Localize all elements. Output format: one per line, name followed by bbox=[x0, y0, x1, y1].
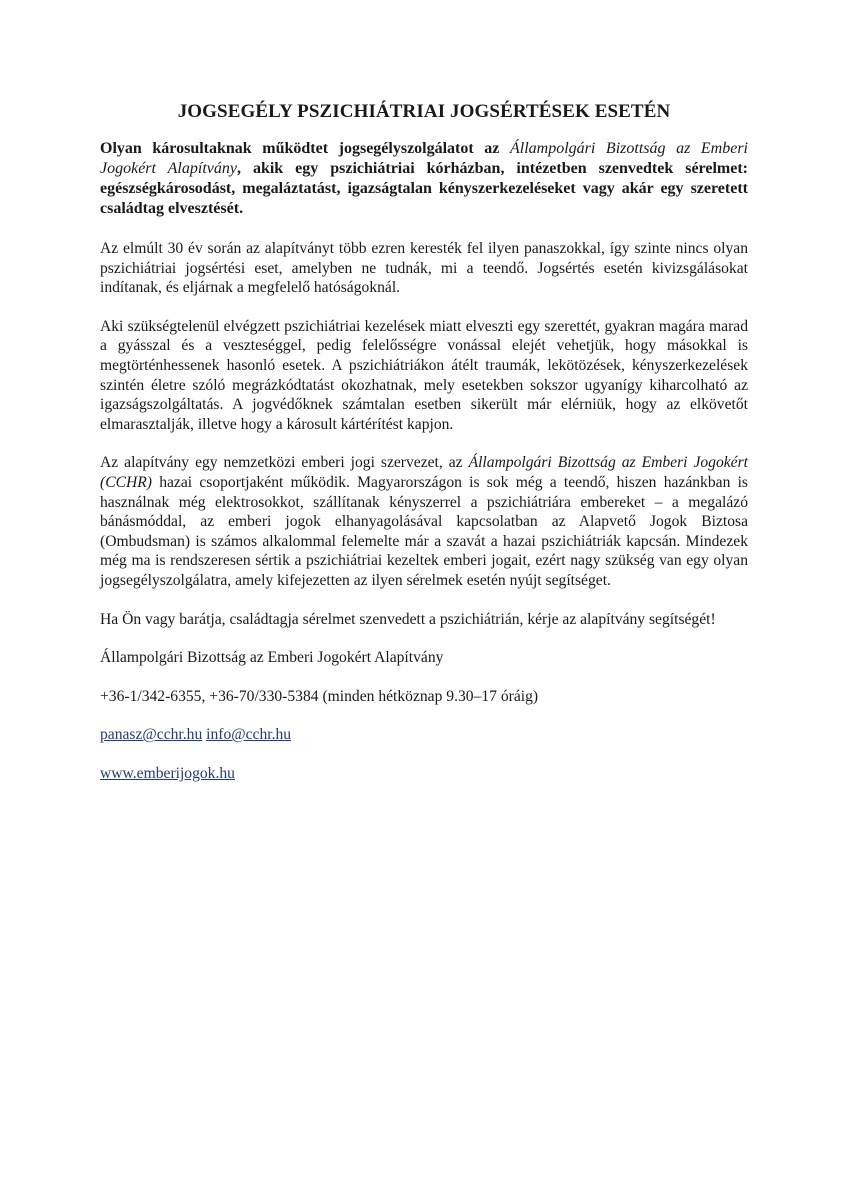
email-link-info[interactable]: info@cchr.hu bbox=[206, 726, 292, 744]
lead-paragraph bbox=[100, 139, 748, 219]
organization-name: Állampolgári Bizottság az Emberi Jogokért Alapítvány bbox=[100, 649, 444, 667]
website-link[interactable]: www.emberijogok.hu bbox=[100, 764, 235, 782]
paragraph-cchr bbox=[100, 453, 748, 590]
paragraph-experience: Az elmúlt 30 év során az alapítványt több ezren keresték fel ilyen panaszokkal, így szinte nincs olyan pszichiátriai jogsértési eset, amelyben ne tudnák, mi a teendő. Jogsértés esetén kivizsgálásokat indítanak, és eljárnak a megfelelő hatóságoknál. bbox=[100, 240, 748, 297]
cchr-text-1: Az alapítvány egy nemzetközi emberi jogi szervezet, az bbox=[100, 454, 469, 472]
paragraph-victims: Aki szükségtelenül elvégzett pszichiátriai kezelések miatt elveszti egy szerettét, gyakran magára marad a gyásszal és a veszteséggel, pedig felelősségre vonással elejét vehetjük, hogy másokkal is megtörténhessenek hasonló esetek. A pszichiátriákon átélt traumák, lekötözések, kényszerkezelések szintén életre szóló megrázkódtatást okozhatnak, mely esetekben sokszor ugyanígy kiharcolható az igazságszolgáltatás. A jogvédőknek számtalan esetben sikerült már elérniük, hogy az elkövetőt elmarasztalják, illetve hogy a károsult kártérítést kapjon. bbox=[100, 317, 748, 433]
document-title: JOGSEGÉLY PSZICHIÁTRIAI JOGSÉRTÉSEK ESETÉN bbox=[177, 101, 671, 122]
email-links bbox=[100, 725, 748, 745]
website-line bbox=[100, 764, 748, 784]
phone-numbers: +36-1/342-6355, +36-70/330-5384 (minden hétköznap 9.30–17 óráig) bbox=[100, 687, 539, 705]
appeal-paragraph: Ha Ön vagy barátja, családtagja sérelmet szenvedett a pszichiátrián, kérje az alapítvány segítségét! bbox=[100, 610, 716, 628]
lead-text-2: , akik egy pszichiátriai kórházban, intézetben szenvedtek sérelmet: egészségkárosodást, megaláztatást, igazságtalan kényszerkezeléseket vagy akár egy szeretett családtag elvesztését. bbox=[100, 160, 749, 217]
cchr-org-name: Állampolgári Bizottság az Emberi Jogokért (CCHR) bbox=[100, 454, 749, 491]
document-page bbox=[100, 100, 748, 802]
email-link-panasz[interactable]: panasz@cchr.hu bbox=[100, 726, 203, 744]
lead-text-1: Olyan károsultaknak működtet jogsegélyszolgálatot az bbox=[100, 140, 510, 157]
lead-org-name: Állampolgári Bizottság az Emberi Jogokért Alapítvány bbox=[100, 140, 748, 177]
cchr-text-2: hazai csoportjaként működik. Magyarországon is sok még a teendő, hiszen hazánkban is használnak még elektrosokkot, szállítanak kényszerrel a pszichiátriára embereket – a megalázó bánásmóddal, az emberi jogok elhanyagolásával kapcsolatban az Alapvető Jogok Biztosa (Ombudsman) is számos alkalommal felemelte már a szavát a hazai pszichiátriák kapcsán. Mindezek még ma is rendszeresen sértik a pszichiátriai kezeltek emberi jogait, ezért nagy szükség van egy olyan jogsegélyszolgálatra, amely kifejezetten az ilyen sérelmek esetén nyújt segítséget. bbox=[100, 473, 748, 589]
